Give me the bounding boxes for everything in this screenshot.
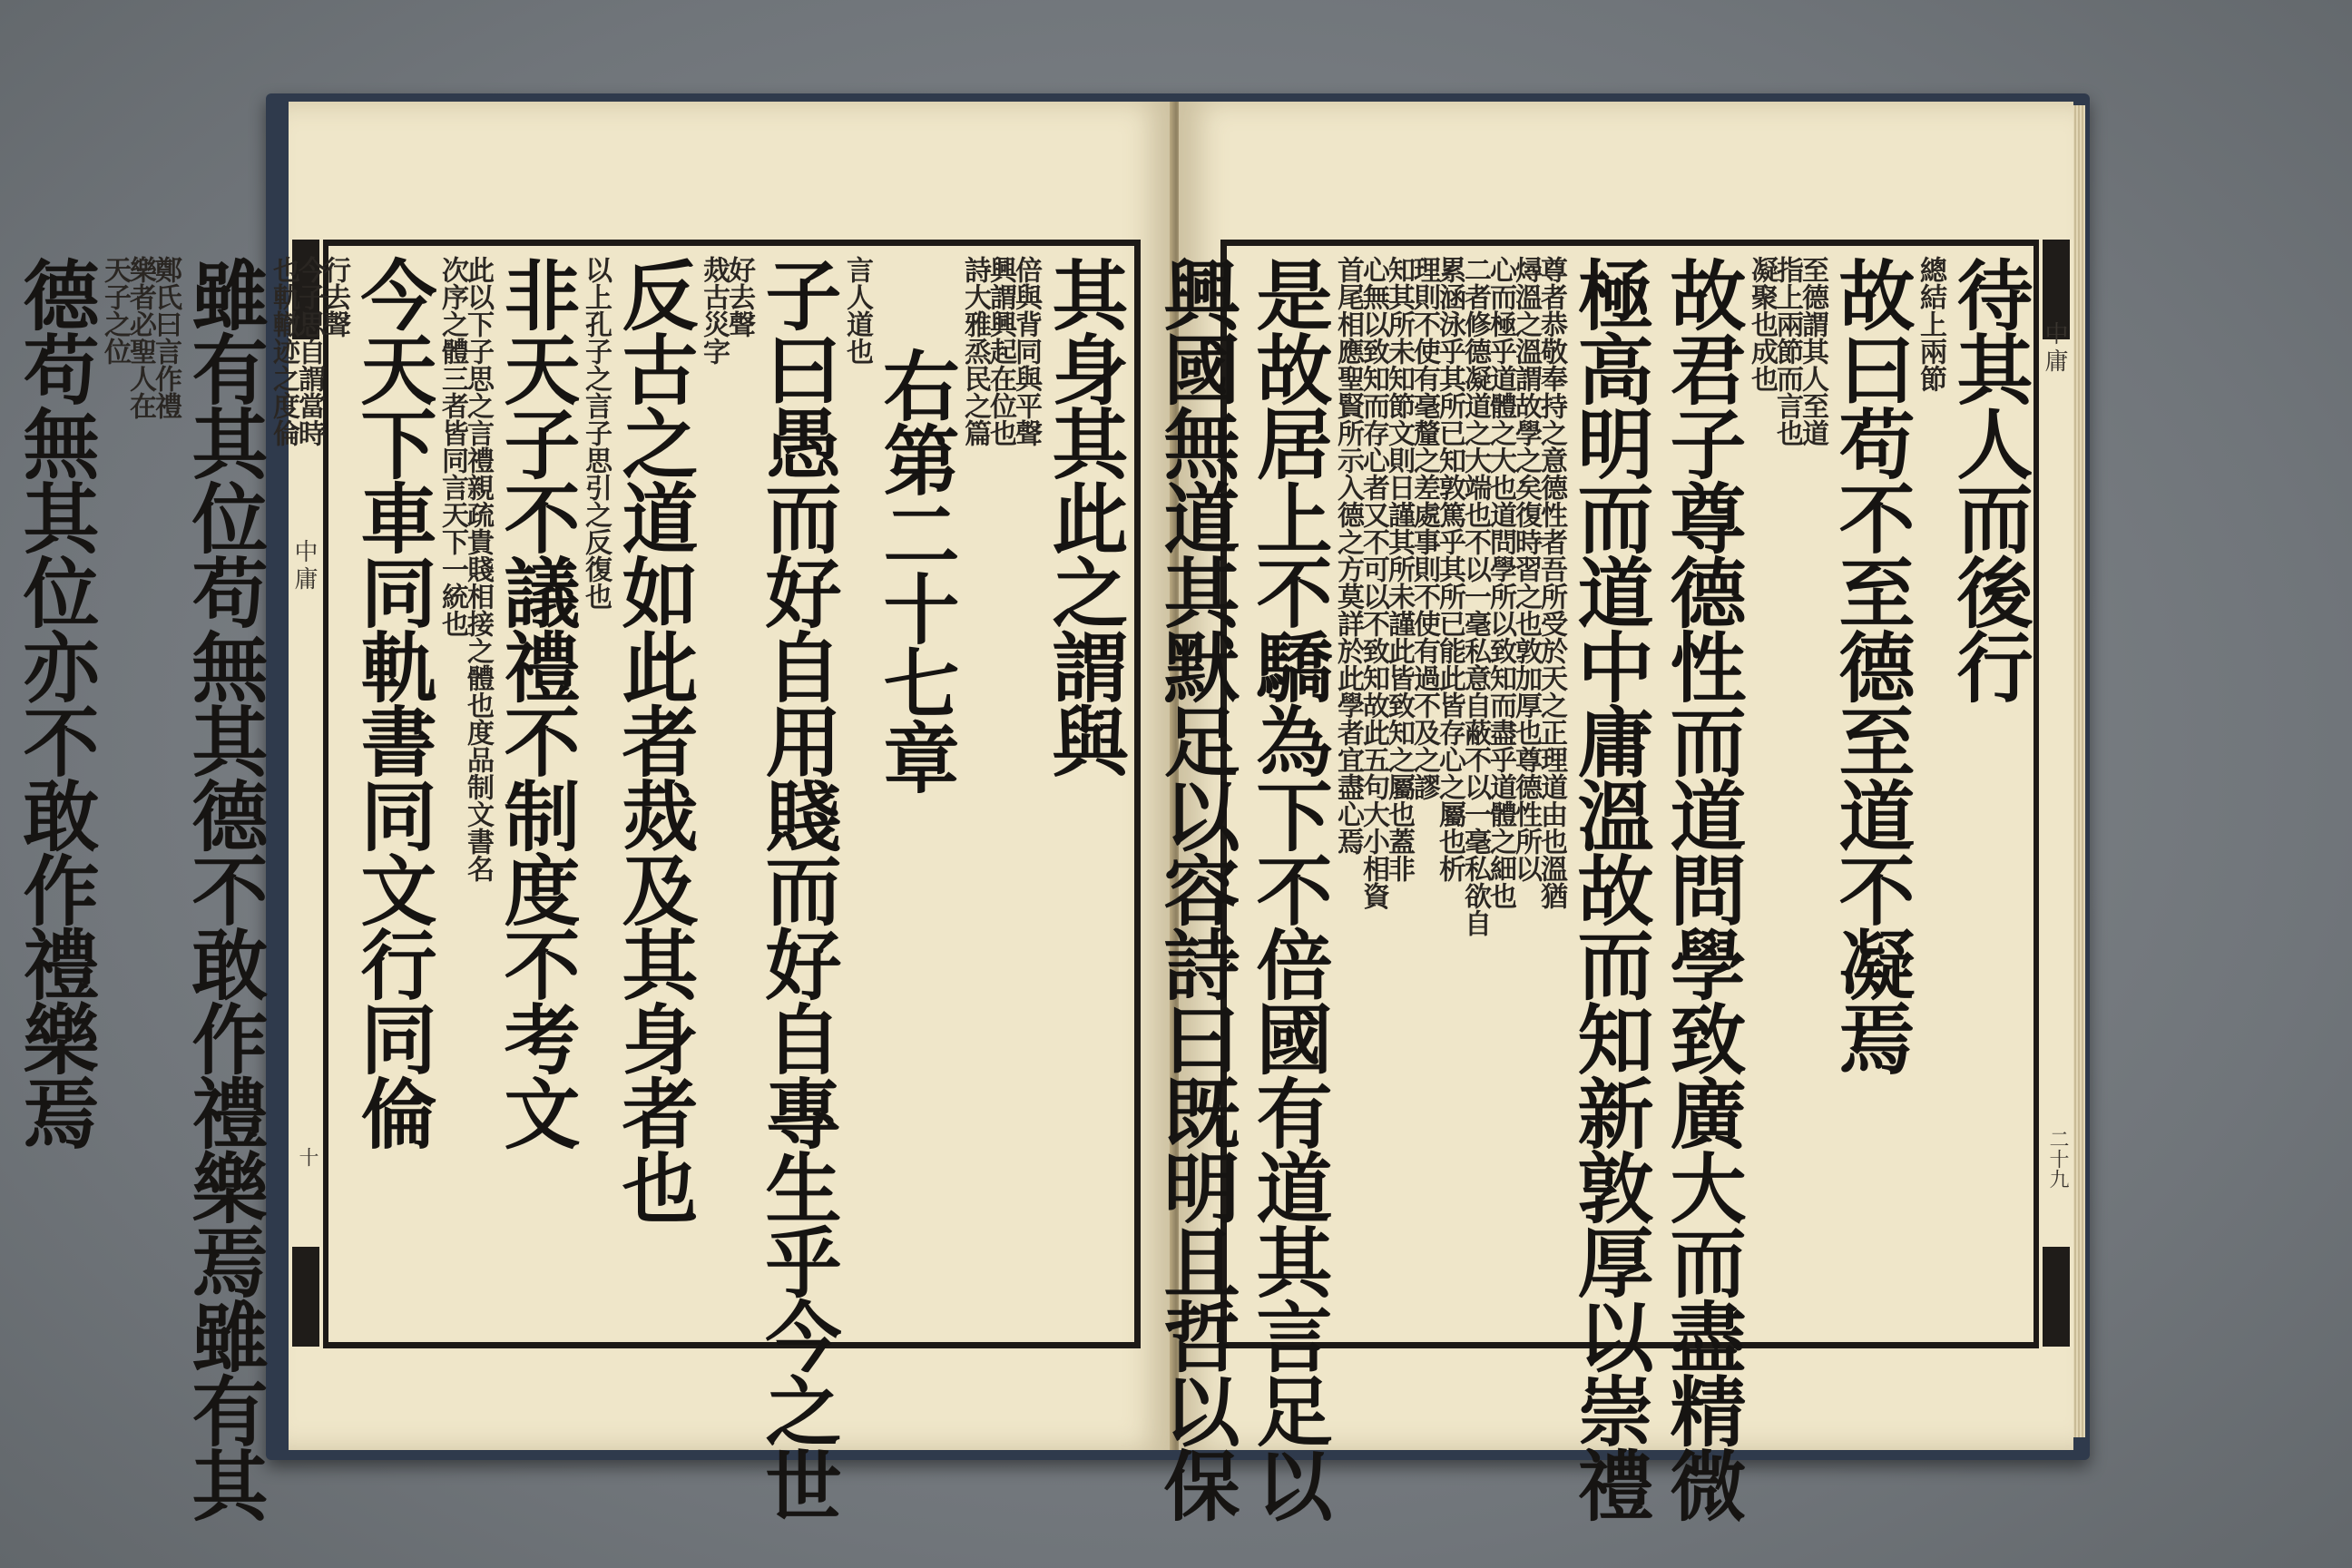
- chapter-heading-column: 右第二十七章: [871, 347, 961, 793]
- right-banxin-title: 中庸: [2041, 321, 2068, 376]
- commentary-column: [1332, 256, 1567, 1327]
- right-folio: 二十九: [2046, 1129, 2069, 1189]
- main-text-column: 是故居上不驕為下不倍國有道其言足以: [1244, 256, 1334, 1521]
- fishtail-bottom-mark: [2043, 1247, 2070, 1347]
- main-text-column: 今天下車同軌書同文行同倫: [348, 256, 438, 1149]
- commentary-line: 言人道也: [841, 256, 873, 365]
- commentary-line: 心而極乎道體之大也道問學所以致知而盡乎道體之細也: [1485, 256, 1516, 909]
- commentary-line: 凝聚也成也: [1746, 256, 1778, 392]
- commentary-line: 尊者恭敬奉持之意德性者吾所受於天之正理道由也溫猶: [1535, 256, 1567, 909]
- commentary-line: 詩大雅烝民之篇: [959, 256, 991, 446]
- left-banxin-title: 中庸: [290, 539, 318, 593]
- commentary-column: [268, 256, 350, 1327]
- commentary-line: 累涵泳乎其所已知敦篤乎其所已能此皆存心之屬也析: [1434, 256, 1465, 882]
- main-text-column: 子曰愚而好自用賤而好自專生乎今之世: [753, 256, 843, 1521]
- commentary-line: 烖古災字: [698, 256, 730, 365]
- commentary-column: [1915, 256, 1946, 1327]
- main-text-column: 極高明而道中庸溫故而知新敦厚以崇禮: [1565, 256, 1655, 1521]
- commentary-column: [99, 256, 181, 1327]
- commentary-line: 今子思自謂當時: [293, 256, 325, 446]
- commentary-line: 樂者必聖人在: [124, 256, 156, 419]
- commentary-column: [959, 256, 1042, 1327]
- commentary-line: 次序之體三者皆同言天下一統也: [436, 256, 468, 637]
- commentary-line: 興謂興起在位也: [985, 256, 1016, 446]
- commentary-line: 知其所未知節文則日謹其所未謹此皆致知之屬也蓋非: [1383, 256, 1415, 882]
- left-page: [11, 102, 1172, 1521]
- commentary-column: [436, 256, 494, 1327]
- commentary-line: 心無以致知而存心者又不可以不致知故此五句大小相資: [1357, 256, 1389, 909]
- commentary-line: 理則不使有毫釐之差處事則不使有過不及之謬: [1408, 256, 1440, 800]
- commentary-column: [580, 256, 612, 1327]
- commentary-line: 總結上兩節: [1915, 256, 1946, 392]
- main-text-column: 其身其此之謂與: [1040, 256, 1130, 777]
- commentary-line: 此以下子思之言禮親疏貴賤相接之體也度品制文書名: [462, 256, 494, 882]
- commentary-line: 指上兩節而言也: [1771, 256, 1803, 446]
- commentary-line: 也軌轍迹之度倫: [268, 256, 299, 446]
- left-folio: 十: [296, 1147, 318, 1167]
- commentary-line: 二者修德凝道之大端也不以一毫私意自蔽不以一毫私欲自: [1459, 256, 1491, 936]
- commentary-line: 首尾相應聖賢所示入德之方莫詳於此學者宜盡心焉: [1332, 256, 1364, 855]
- commentary-line: 倍與背同與平聲: [1010, 256, 1042, 446]
- main-text-column: 非天子不議禮不制度不考文: [492, 256, 582, 1149]
- commentary-column: [841, 256, 873, 1327]
- commentary-column: [698, 256, 755, 1327]
- right-page: [1152, 102, 2073, 1521]
- main-text-column: 雖有其位苟無其德不敢作禮樂焉雖有其: [180, 256, 270, 1521]
- commentary-line: 燖溫之溫謂故學之矣復時習之也敦加厚也尊德性所以: [1510, 256, 1542, 882]
- commentary-line: 行去聲: [318, 256, 350, 338]
- right-text-columns: [1152, 256, 2035, 1521]
- main-text-column: 興國無道其默足以容詩曰既明且哲以保: [1152, 256, 1241, 1521]
- commentary-line: 以上孔子之言子思引之反復也: [580, 256, 612, 610]
- commentary-line: 至德謂其人至道: [1797, 256, 1828, 446]
- commentary-column: [1746, 256, 1828, 1327]
- commentary-line: 鄭氏曰言作禮: [150, 256, 181, 419]
- main-text-column: 待其人而後行: [1945, 256, 2034, 702]
- right-banxin: [2034, 240, 2073, 1348]
- main-text-column: 故君子尊德性而道問學致廣大而盡精微: [1658, 256, 1748, 1521]
- commentary-line: 好去聲: [723, 256, 755, 338]
- main-text-column: 反古之道如此者烖及其身者也: [610, 256, 700, 1223]
- main-text-column: 故曰苟不至德至道不凝焉: [1827, 256, 1916, 1074]
- commentary-line: 天子之位: [99, 256, 131, 365]
- main-text-column: 德苟無其位亦不敢作禮樂焉: [11, 256, 101, 1149]
